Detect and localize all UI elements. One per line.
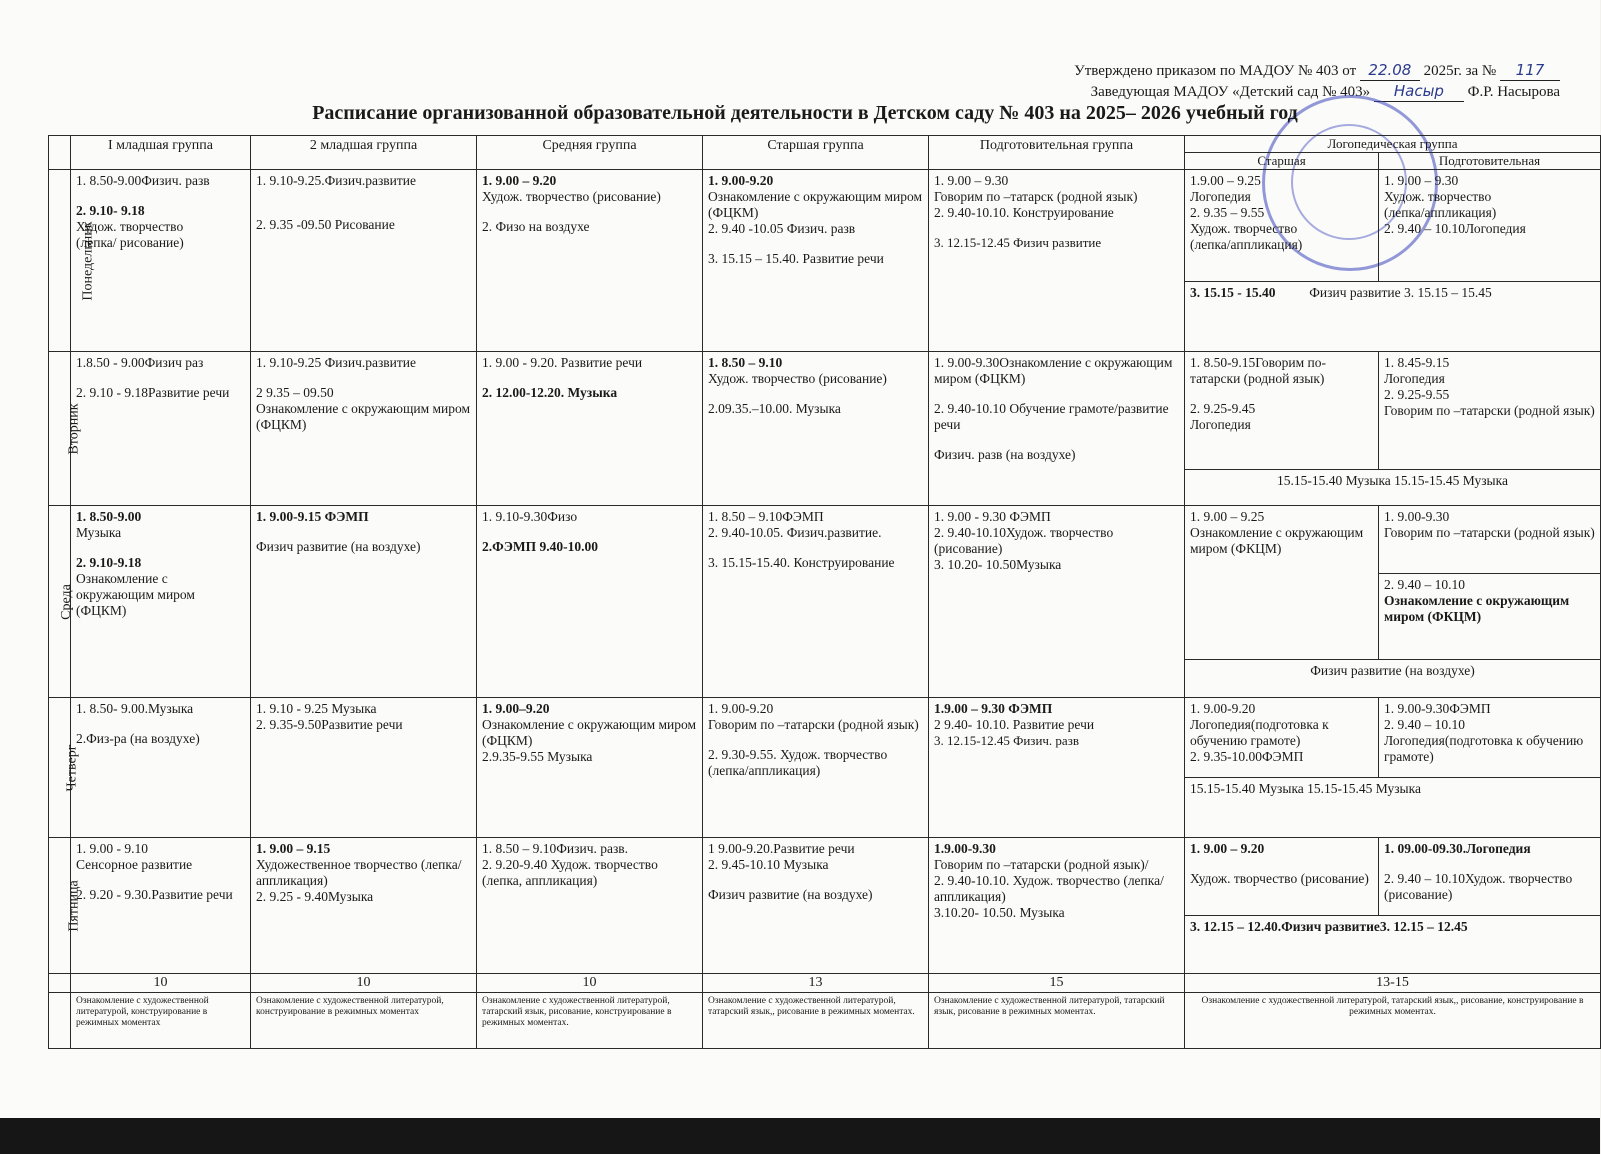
header-group-4: Старшая группа (703, 136, 929, 170)
cell-thu-logo-senior: 1. 9.00-9.20 Логопедия(подготовка к обучению грамоте) 2. 9.35-10.00ФЭМП (1185, 698, 1379, 778)
cell-tue-g5: 1. 9.00-9.30Ознакомление с окружающим миром (ФЦКМ) 2. 9.40-10.10 Обучение грамоте/развитие речи Физич. разв (на воздухе) (929, 352, 1185, 506)
table-row (49, 838, 1601, 916)
cell-thu-g4: 1. 9.00-9.20 Говорим по –татарски (родной язык) 2. 9.30-9.55. Худож. творчество (лепка/аппликация) (703, 698, 929, 838)
approval-order-suffix: 2025г. за № (1423, 63, 1497, 79)
cell-tue-g3: 1. 9.00 - 9.20. Развитие речи 2. 12.00-12.20. Музыка (477, 352, 703, 506)
cell-tue-g2: 1. 9.10-9.25 Физич.развитие 2 9.35 – 09.50 Ознакомление с окружающим миром (ФЦКМ) (251, 352, 477, 506)
cell-wed-g1: 1. 8.50-9.00 Музыка 2. 9.10-9.18 Ознакомление с окружающим миром (ФЦКМ) (71, 506, 251, 698)
cell-fri-logo-prep: 1. 09.00-09.30.Логопедия 2. 9.40 – 10.10Худож. творчество (рисование) (1379, 838, 1601, 916)
header-row (49, 136, 1601, 153)
day-tuesday: Вторник (49, 352, 71, 506)
approval-signature: Насыр (1374, 81, 1464, 102)
cell-thu-logo-prep: 1. 9.00-9.30ФЭМП 2. 9.40 – 10.10 Логопедия(подготовка к обучению грамоте) (1379, 698, 1601, 778)
cell-fri-logo-senior: 1. 9.00 – 9.20 Худож. творчество (рисование) (1185, 838, 1379, 916)
total-group-4: 13 (703, 974, 929, 993)
cell-thu-g1: 1. 8.50- 9.00.Музыка 2.Физ-ра (на воздухе) (71, 698, 251, 838)
total-group-2: 10 (251, 974, 477, 993)
cell-wed-g3: 1. 9.10-9.30Физо 2.ФЭМП 9.40-10.00 (477, 506, 703, 698)
approval-order-number: 117 (1500, 60, 1560, 81)
header-logo-prep: Подготовительная (1379, 153, 1601, 170)
table-row (49, 506, 1601, 574)
note-group-3: Ознакомление с художественной литературой, татарский язык, рисование, конструирование в режимных моментах. (477, 993, 703, 1049)
cell-tue-logo-shared: 15.15-15.40 Музыка 15.15-15.45 Музыка (1185, 470, 1601, 506)
cell-tue-logo-prep: 1. 8.45-9.15 Логопедия 2. 9.25-9.55 Говорим по –татарски (родной язык) (1379, 352, 1601, 470)
header-group-3: Средняя группа (477, 136, 703, 170)
day-monday: Понедельник (49, 170, 71, 352)
cell-thu-g2: 1. 9.10 - 9.25 Музыка 2. 9.35-9.50Развитие речи (251, 698, 477, 838)
totals-corner (49, 974, 71, 993)
cell-mon-g3: 1. 9.00 – 9.20 Худож. творчество (рисование) 2. Физо на воздухе (477, 170, 703, 352)
cell-fri-g4: 1 9.00-9.20.Развитие речи 2. 9.45-10.10 Музыка Физич развитие (на воздухе) (703, 838, 929, 974)
approval-order-text: Утверждено приказом по МАДОУ № 403 от (1074, 63, 1357, 79)
cell-fri-g2: 1. 9.00 – 9.15 Художественное творчество (лепка/аппликация) 2. 9.25 - 9.40Музыка (251, 838, 477, 974)
table-row (49, 170, 1601, 282)
day-thursday: Четверг (49, 698, 71, 838)
note-group-2: Ознакомление с художественной литературой, конструирование в режимных моментах (251, 993, 477, 1049)
cell-wed-g2: 1. 9.00-9.15 ФЭМП Физич развитие (на воздухе) (251, 506, 477, 698)
cell-fri-logo-shared: 3. 12.15 – 12.40.Физич развитие3. 12.15 – 12.45 (1185, 916, 1601, 974)
table-row (49, 698, 1601, 778)
cell-mon-g5: 1. 9.00 – 9.30 Говорим по –татарск (родной язык) 2. 9.40-10.10. Конструирование 3. 12.15-12.45 Физич развитие (929, 170, 1185, 352)
total-logo-group: 13-15 (1185, 974, 1601, 993)
corner-cell (49, 136, 71, 170)
table-row (49, 352, 1601, 470)
cell-wed-logo-prep-1: 1. 9.00-9.30 Говорим по –татарски (родной язык) (1379, 506, 1601, 574)
header-logo-group: Логопедическая группа (1185, 136, 1601, 153)
cell-wed-logo-senior: 1. 9.00 – 9.25 Ознакомление с окружающим миром (ФКЦМ) (1185, 506, 1379, 660)
cell-wed-g4: 1. 8.50 – 9.10ФЭМП 2. 9.40-10.05. Физич.развитие. 3. 15.15-15.40. Конструирование (703, 506, 929, 698)
totals-row (49, 974, 1601, 993)
total-group-3: 10 (477, 974, 703, 993)
total-group-5: 15 (929, 974, 1185, 993)
cell-tue-g4: 1. 8.50 – 9.10 Худож. творчество (рисование) 2.09.35.–10.00. Музыка (703, 352, 929, 506)
approval-date: 22.08 (1360, 60, 1420, 81)
cell-mon-logo-shared: 3. 15.15 - 15.40 Физич развитие 3. 15.15 – 15.45 (1185, 282, 1601, 352)
cell-fri-g1: 1. 9.00 - 9.10 Сенсорное развитие 2. 9.20 - 9.30.Развитие речи (71, 838, 251, 974)
approval-block (1074, 60, 1560, 102)
cell-tue-g1: 1.8.50 - 9.00Физич раз 2. 9.10 - 9.18Развитие речи (71, 352, 251, 506)
day-wednesday: Среда (49, 506, 71, 698)
cell-fri-g3: 1. 8.50 – 9.10Физич. разв. 2. 9.20-9.40 Худож. творчество (лепка, аппликация) (477, 838, 703, 974)
cell-fri-g5: 1.9.00-9.30 Говорим по –татарски (родной язык)/ 2. 9.40-10.10. Худож. творчество (лепка/аппликация) 3.10.20- 10.50. Музыка (929, 838, 1185, 974)
cell-thu-g5: 1.9.00 – 9.30 ФЭМП 2 9.40- 10.10. Развитие речи 3. 12.15-12.45 Физич. разв (929, 698, 1185, 838)
header-group-2: 2 младшая группа (251, 136, 477, 170)
cell-mon-g1: 1. 8.50-9.00Физич. разв 2. 9.10- 9.18 Худож. творчество (лепка/ рисование) (71, 170, 251, 352)
approval-head-name: Ф.Р. Насырова (1467, 84, 1560, 100)
note-logo-group: Ознакомление с художественной литературой, татарский язык,, рисование, конструирование в режимных моментах. (1185, 993, 1601, 1049)
header-logo-senior: Старшая (1185, 153, 1379, 170)
cell-tue-logo-senior: 1. 8.50-9.15Говорим по-татарски (родной язык) 2. 9.25-9.45 Логопедия (1185, 352, 1379, 470)
header-group-1: I младшая группа (71, 136, 251, 170)
cell-thu-logo-shared: 15.15-15.40 Музыка 15.15-15.45 Музыка (1185, 778, 1601, 838)
cell-mon-logo-prep: 1. 9.00 – 9.30 Худож. творчество (лепка/аппликация) 2. 9.40 – 10.10Логопедия (1379, 170, 1601, 282)
total-group-1: 10 (71, 974, 251, 993)
cell-wed-g5: 1. 9.00 - 9.30 ФЭМП 2. 9.40-10.10Худож. творчество (рисование) 3. 10.20- 10.50Музыка (929, 506, 1185, 698)
schedule-table (48, 135, 1601, 1049)
approval-head-title: Заведующая МАДОУ «Детский сад № 403» (1090, 84, 1371, 100)
cell-thu-g3: 1. 9.00–9.20 Ознакомление с окружающим миром (ФЦКМ) 2.9.35-9.55 Музыка (477, 698, 703, 838)
cell-mon-g4: 1. 9.00-9.20 Ознакомление с окружающим миром (ФЦКМ) 2. 9.40 -10.05 Физич. разв 3. 15.15 – 15.40. Развитие речи (703, 170, 929, 352)
cell-wed-logo-prep-2: 2. 9.40 – 10.10 Ознакомление с окружающим миром (ФКЦМ) (1379, 574, 1601, 660)
notes-row (49, 993, 1601, 1049)
note-group-4: Ознакомление с художественной литературой, татарский язык,, рисование в режимных моментах. (703, 993, 929, 1049)
cell-mon-logo-senior: 1.9.00 – 9.25 Логопедия 2. 9.35 – 9.55 Худож. творчество (лепка/аппликация) (1185, 170, 1379, 282)
scanner-edge (0, 1118, 1600, 1154)
cell-wed-logo-shared: Физич развитие (на воздухе) (1185, 660, 1601, 698)
note-group-1: Ознакомление с художественной литературой, конструирование в режимных моментах (71, 993, 251, 1049)
header-group-5: Подготовительная группа (929, 136, 1185, 170)
cell-mon-g2: 1. 9.10-9.25.Физич.развитие 2. 9.35 -09.50 Рисование (251, 170, 477, 352)
day-friday: Пятница (49, 838, 71, 974)
document-title: Расписание организованной образовательной деятельности в Детском саду № 403 на 2025– 2026 учебный год (312, 102, 1298, 124)
note-group-5: Ознакомление с художественной литературой, татарский язык, рисование в режимных моментах. (929, 993, 1185, 1049)
notes-corner (49, 993, 71, 1049)
